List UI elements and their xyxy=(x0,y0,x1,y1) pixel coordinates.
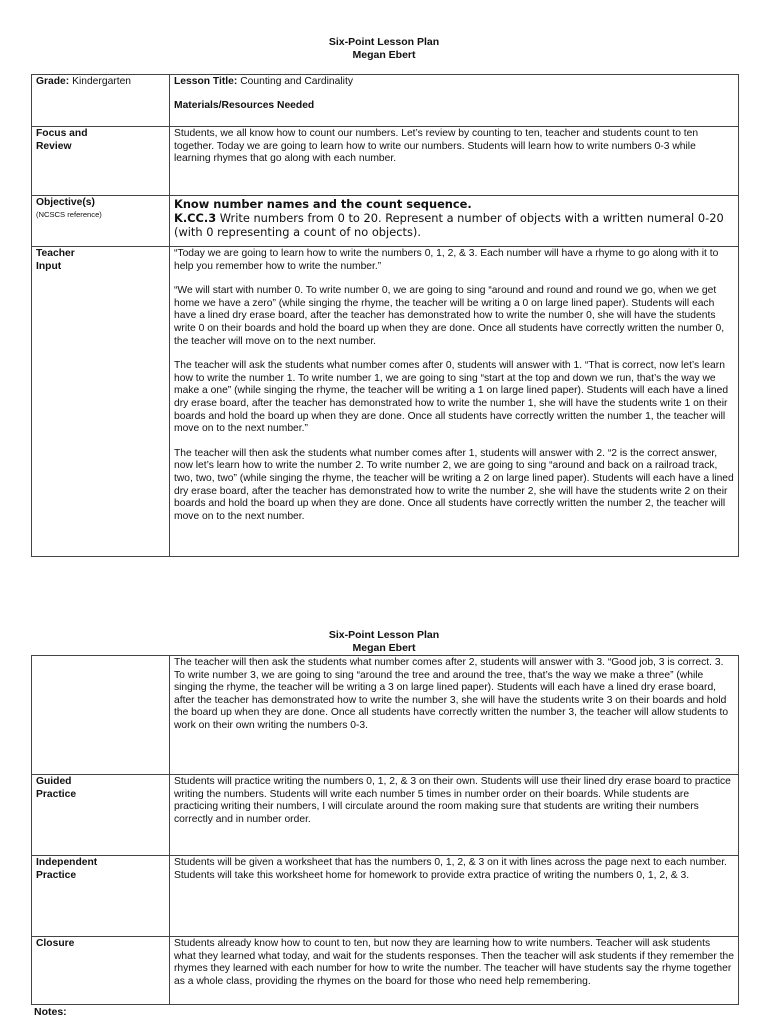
teacher-input-paragraph: “Today we are going to learn how to write the numbers 0, 1, 2, & 3. Each number will have a rhyme to go along with it to help you remember how to write the number.” xyxy=(174,248,719,272)
continued-label xyxy=(32,656,170,775)
objective-code: K.CC.3 xyxy=(174,211,217,225)
teacher-input-paragraph: The teacher will ask the students what number comes after 0, students will answer with 1. “That is correct, now let’s learn how to write the number 1. To write number 1, we are going to sing “start at the top and down we run, that’s the way we make a one” (while singing the rhyme, the teacher will be writing a 1 on large lined paper). Students will each have a lined dry erase board, after the teacher has demonstrated how to write the number 1, she will have the students write 1 on their boards and hold the board up when they are done. Once all students have correctly written the number 1, the teacher will move on to the next number.” xyxy=(174,360,729,435)
page1-lesson-table xyxy=(31,74,739,557)
continued-row xyxy=(32,656,739,775)
objective-text-cell xyxy=(170,196,739,247)
page2-title: Six-Point Lesson Plan xyxy=(328,629,440,641)
guided-label-line1: Guided xyxy=(36,776,72,787)
teacher-input-label xyxy=(32,247,170,557)
grade-value: Kindergarten xyxy=(72,76,132,87)
focus-label-line2: Review xyxy=(36,140,72,152)
page2-header xyxy=(0,629,768,654)
guided-practice-text: Students will practice writing the numbers 0, 1, 2, & 3 on their own. Students will use their lined dry erase board to practice writing the numbers. Students will write each number 5 times in number order on their boards. While students are practicing writing their numbers, I will circulate around the room making sure that students are writing their numbers correctly and in number order. xyxy=(170,775,739,856)
focus-text: Students, we all know how to count our numbers. Let’s review by counting to ten, teacher and students count to ten together. Today we are going to learn how to write our numbers. Students will learn how to write numbers 0-3 while learning rhymes that go along with each number. xyxy=(170,127,739,196)
guided-label-line2: Practice xyxy=(36,788,77,800)
continued-text: The teacher will then ask the students what number comes after 2, students will answer with 3. “Good job, 3 is correct. 3. To write number 3, we are going to sing “around the tree and around the tree, that’s the way we make a three” (while singing the rhyme, the teacher will be writing a 3 on large lined paper). Students will each have a lined dry erase board, after the teacher has demonstrated how to write the number 3, she will have the students write 3 on their boards and hold the board up when they are done. Once all students have correctly written the number 3, the teacher will allow students to work on their own writing the numbers 0-3. xyxy=(170,656,739,775)
independent-label-line2: Practice xyxy=(36,869,77,881)
teacher-input-label-line1: Teacher xyxy=(36,248,75,259)
objective-label: Objective(s) xyxy=(36,197,95,208)
guided-practice-row xyxy=(32,775,739,856)
objective-row xyxy=(32,196,739,247)
teacher-input-row xyxy=(32,247,739,557)
lesson-title-label: Lesson Title: xyxy=(174,76,238,87)
guided-practice-label xyxy=(32,775,170,856)
page2-lesson-table xyxy=(31,655,739,1005)
grade-label: Grade: xyxy=(36,76,70,87)
focus-row xyxy=(32,127,739,196)
teacher-input-label-line2: Input xyxy=(36,260,62,272)
page1-title: Six-Point Lesson Plan xyxy=(328,36,440,48)
closure-row xyxy=(32,937,739,1005)
closure-text: Students already know how to count to ten, but now they are learning how to write numbers. Teacher will ask students what they learned what today, and wait for the students responses. Then the teacher will ask students if they remember the rhymes they learned with each number for how to write the number. The teacher will have students say the rhyme together as a whole class, providing the rhymes on the board for those who need help remembering. xyxy=(170,937,739,1005)
grade-row xyxy=(32,75,739,127)
closure-label: Closure xyxy=(32,937,170,1005)
objective-heading: Know number names and the count sequence. xyxy=(174,197,472,211)
independent-practice-text: Students will be given a worksheet that has the numbers 0, 1, 2, & 3 on it with lines across the page next to each number. Students will take this worksheet home for homework to provide extra practice of writing the numbers 0, 1, 2, & 3. xyxy=(170,856,739,937)
page2-author: Megan Ebert xyxy=(352,641,416,654)
independent-label-line1: Independent xyxy=(36,857,98,868)
teacher-input-text xyxy=(170,247,739,557)
independent-practice-label xyxy=(32,856,170,937)
notes-label: Notes: xyxy=(34,1006,67,1018)
teacher-input-paragraph: “We will start with number 0. To write number 0, we are going to sing “around and round and round we go, when we get home we have a zero” (while singing the rhyme, the teacher will be writing a 0 on large lined paper). Students will each have a lined dry erase board, after the teacher has demonstrated how to write the number 0, she will have the students write 0 on their boards and hold the board up when they are done. Once all students have correctly written the number 0, the teacher will move on to the next number. xyxy=(174,285,725,347)
objective-text: Write numbers from 0 to 20. Represent a number of objects with a written numeral 0-20 (with 0 representing a count of no objects). xyxy=(174,211,724,239)
ncscs-reference: (NCSCS reference) xyxy=(36,209,102,219)
page1-author: Megan Ebert xyxy=(352,48,416,61)
focus-label-line1: Focus and xyxy=(36,128,88,139)
lesson-cell xyxy=(170,75,739,127)
focus-label xyxy=(32,127,170,196)
page1-header xyxy=(0,36,768,61)
materials-label: Materials/Resources Needed xyxy=(174,99,315,111)
grade-cell xyxy=(32,75,170,127)
teacher-input-paragraph: The teacher will then ask the students what number comes after 1, students will answer with 2. “2 is the correct answer, now let’s learn how to write the number 2. To write number 2, we are going to sing “around and back on a railroad track, two, two, two” (while singing the rhyme, the teacher will be writing a 2 on large lined paper). Students will each have a lined dry erase board, after the teacher has demonstrated how to write the number 2, she will have the students write 2 on their boards and hold the board up when they are done. Once all students have correctly written the number 2, the teacher will move on to the next number. xyxy=(174,447,734,522)
objective-label-cell xyxy=(32,196,170,247)
independent-practice-row xyxy=(32,856,739,937)
lesson-title-value: Counting and Cardinality xyxy=(240,76,353,87)
